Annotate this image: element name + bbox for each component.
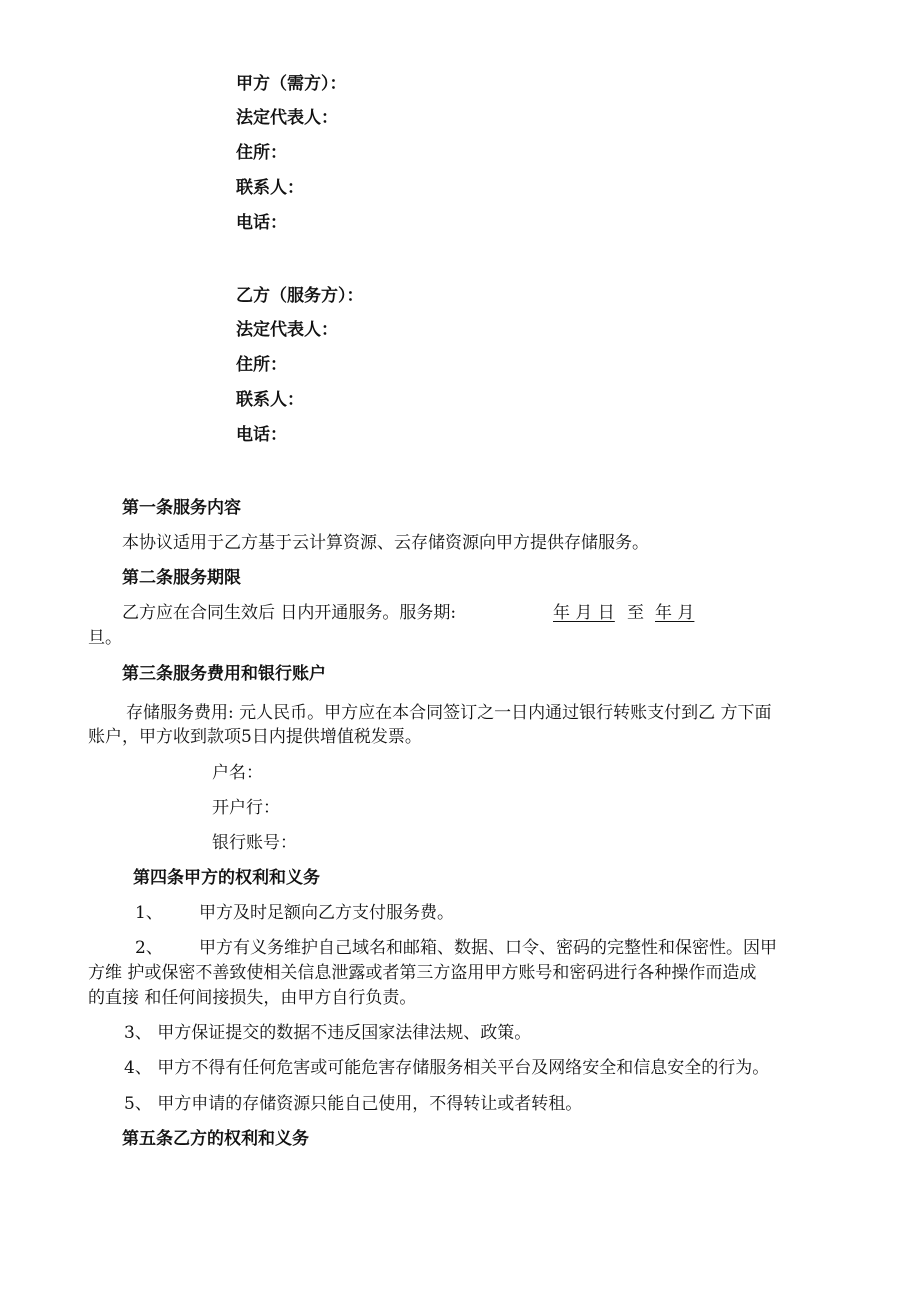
article3-line1: 存储服务费用: 元人民币。甲方应在本合同签订之一日内通过银行转账支付到乙 方下面	[126, 703, 772, 723]
article2-heading: 第二条服务期限	[122, 568, 241, 588]
party-a-contact: 联系人：	[236, 178, 304, 198]
article1-heading: 第一条服务内容	[122, 498, 241, 518]
article4-item2-line2: 方维 护或保密不善致使相关信息泄露或者第三方盗用甲方账号和密码进行各种操作而造成	[88, 963, 757, 983]
account-number-label: 银行账号：	[212, 833, 297, 853]
party-a-title: 甲方（需方）：	[236, 74, 347, 94]
article2-to: 至	[627, 603, 644, 623]
article4-item1-number: 1、	[135, 903, 163, 923]
party-a-legal-rep: 法定代表人：	[236, 108, 338, 128]
party-b-title: 乙方（服务方）：	[236, 286, 364, 306]
article1-text: 本协议适用于乙方基于云计算资源、云存储资源向甲方提供存储服务。	[122, 533, 649, 553]
article3-line2: 账户，甲方收到款项5日内提供增值税发票。	[88, 727, 422, 747]
party-b-address: 住所：	[236, 355, 287, 375]
article2-date-to: 年 月	[655, 603, 695, 623]
party-a-address: 住所：	[236, 143, 287, 163]
article4-item2-line1: 甲方有义务维护自己域名和邮箱、数据、口令、密码的完整性和保密性。因甲	[199, 938, 777, 958]
article5-heading: 第五条乙方的权利和义务	[122, 1129, 309, 1149]
account-name-label: 户名：	[212, 763, 263, 783]
article4-item2-number: 2、	[135, 938, 163, 958]
article4-heading: 第四条甲方的权利和义务	[133, 868, 320, 888]
article2-date-from: 年 月 日	[553, 603, 615, 623]
article4-item3: 3、 甲方保证提交的数据不违反国家法律法规、政策。	[124, 1023, 532, 1043]
party-b-contact: 联系人：	[236, 390, 304, 410]
article4-item1: 甲方及时足额向乙方支付服务费。	[199, 903, 454, 923]
party-b-phone: 电话：	[236, 425, 287, 445]
article2-text-end: 旦。	[88, 628, 122, 648]
party-b-legal-rep: 法定代表人：	[236, 320, 338, 340]
article2-text-start: 乙方应在合同生效后 日内开通服务。服务期:	[122, 603, 457, 623]
article3-heading: 第三条服务费用和银行账户	[122, 664, 326, 684]
bank-label: 开户行：	[212, 798, 280, 818]
article4-item4: 4、 甲方不得有任何危害或可能危害存储服务相关平台及网络安全和信息安全的行为。	[124, 1058, 770, 1078]
article4-item5: 5、 甲方申请的存储资源只能自己使用，不得转让或者转租。	[124, 1094, 583, 1114]
party-a-phone: 电话：	[236, 213, 287, 233]
article4-item2-line3: 的直接 和任何间接损失，由甲方自行负责。	[88, 988, 417, 1008]
